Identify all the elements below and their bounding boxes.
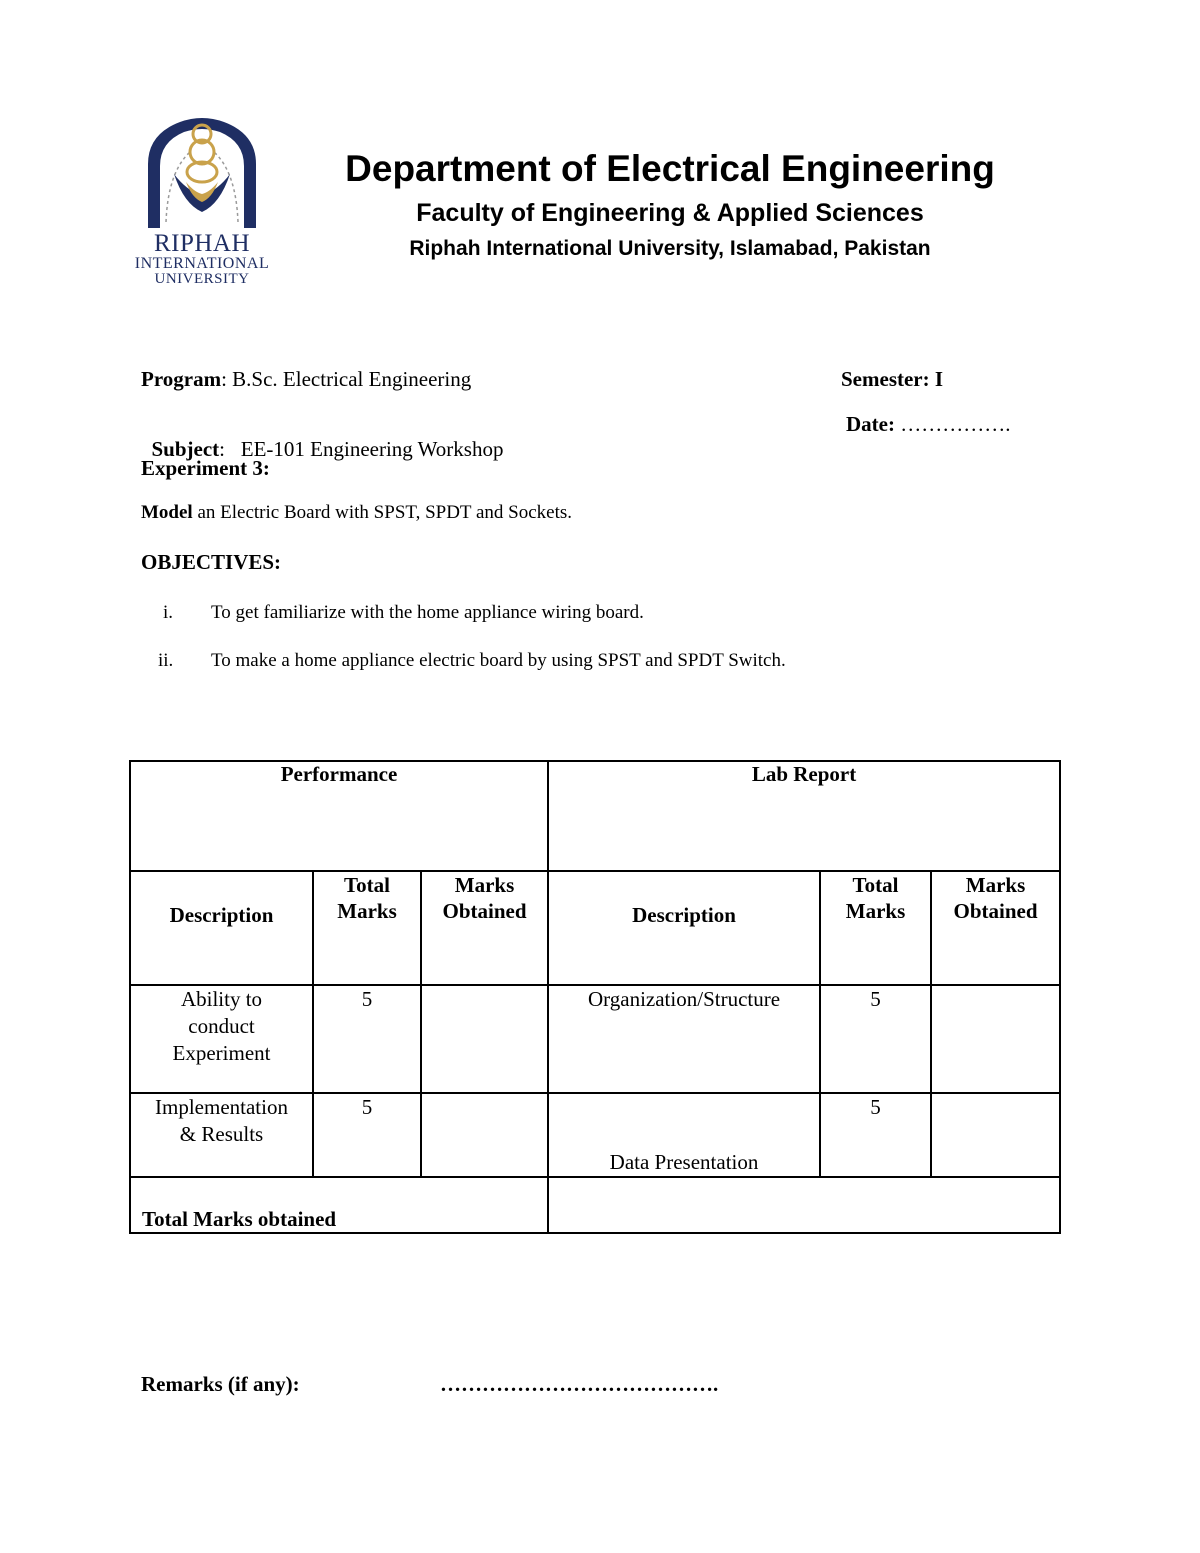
program-label: Program <box>141 367 222 391</box>
header-text: Description <box>169 903 274 927</box>
university-logo <box>122 112 282 292</box>
logo-emblem-icon <box>140 112 264 230</box>
lab-report-header: Lab Report <box>548 761 1060 871</box>
perf-description-cell <box>130 985 313 1093</box>
perf-obtained-cell[interactable] <box>421 985 548 1093</box>
performance-header: Performance <box>130 761 548 871</box>
program-line <box>141 367 471 392</box>
perf-obtained-header <box>421 871 548 985</box>
header-text: Marks <box>454 873 515 897</box>
header-text: Obtained <box>953 899 1038 923</box>
total-marks-cell[interactable] <box>548 1177 1060 1233</box>
objective-text: To make a home appliance electric board by using SPST and SPDT Switch. <box>211 650 786 671</box>
table-row <box>130 761 1060 871</box>
model-label: Model <box>141 502 193 523</box>
header-text: Marks <box>337 899 397 923</box>
cell-text: Implementation <box>155 1095 288 1119</box>
lab-total-cell: 5 <box>820 1093 931 1177</box>
logo-text-international: INTERNATIONAL <box>134 255 270 272</box>
cell-text: & Results <box>179 1122 264 1146</box>
remarks-field[interactable]: …………………………………. <box>440 1372 719 1396</box>
university-title: Riphah International University, Islamabad, Pakistan <box>409 237 931 260</box>
perf-total-header <box>313 871 421 985</box>
model-value: an Electric Board with SPST, SPDT and Sockets. <box>192 502 572 523</box>
objective-text: To get familiarize with the home appliance wiring board. <box>211 602 644 623</box>
faculty-title: Faculty of Engineering & Applied Sciences <box>416 199 924 227</box>
marks-table <box>129 760 1061 1234</box>
semester-line <box>841 367 943 392</box>
header-text: Total <box>344 873 390 897</box>
semester-label: Semester: I <box>841 367 944 391</box>
perf-description-header <box>130 871 313 985</box>
table-row <box>130 985 1060 1093</box>
logo-text-university: UNIVERSITY <box>154 271 250 287</box>
objectives-heading <box>141 550 281 575</box>
remarks-label: Remarks (if any): <box>141 1372 300 1396</box>
header-text: Marks <box>845 899 906 923</box>
total-marks-label: Total Marks obtained <box>130 1177 548 1233</box>
cell-text: Experiment <box>172 1041 271 1065</box>
date-label: Date: <box>846 412 895 436</box>
perf-total-cell: 5 <box>313 1093 421 1177</box>
header-text: Obtained <box>442 899 527 923</box>
header-text: Marks <box>965 873 1026 897</box>
objective-number: i. <box>163 602 174 623</box>
perf-obtained-cell[interactable] <box>421 1093 548 1177</box>
model-line <box>141 502 572 524</box>
header-text: Total <box>852 873 899 897</box>
lab-obtained-cell[interactable] <box>931 985 1060 1093</box>
subject-label: Subject <box>151 437 220 461</box>
objectives-heading-text: OBJECTIVES: <box>141 550 282 574</box>
lab-description-header <box>548 871 820 985</box>
table-row <box>130 1177 1060 1233</box>
cell-text: conduct <box>188 1014 255 1038</box>
lab-obtained-cell[interactable] <box>931 1093 1060 1177</box>
date-value: ……………. <box>894 412 1011 436</box>
cell-text: Ability to <box>180 987 263 1011</box>
perf-total-cell: 5 <box>313 985 421 1093</box>
perf-description-cell <box>130 1093 313 1177</box>
objective-number: ii. <box>158 650 174 671</box>
header-text: Description <box>632 903 736 927</box>
lab-description-cell: Organization/Structure <box>548 985 820 1093</box>
subject-value: : EE-101 Engineering Workshop <box>219 437 504 461</box>
table-row <box>130 871 1060 985</box>
table-row <box>130 1093 1060 1177</box>
experiment-title <box>141 456 270 481</box>
department-title: Department of Electrical Engineering <box>345 148 995 189</box>
lab-total-cell: 5 <box>820 985 931 1093</box>
date-line <box>846 412 1010 437</box>
lab-description-cell: Data Presentation <box>548 1093 820 1177</box>
lab-obtained-header <box>931 871 1060 985</box>
subject-line <box>141 412 503 462</box>
logo-text-riphah: RIPHAH <box>153 230 251 257</box>
lab-total-header <box>820 871 931 985</box>
experiment-label: Experiment 3: <box>141 456 270 480</box>
program-value: : B.Sc. Electrical Engineering <box>221 367 472 391</box>
